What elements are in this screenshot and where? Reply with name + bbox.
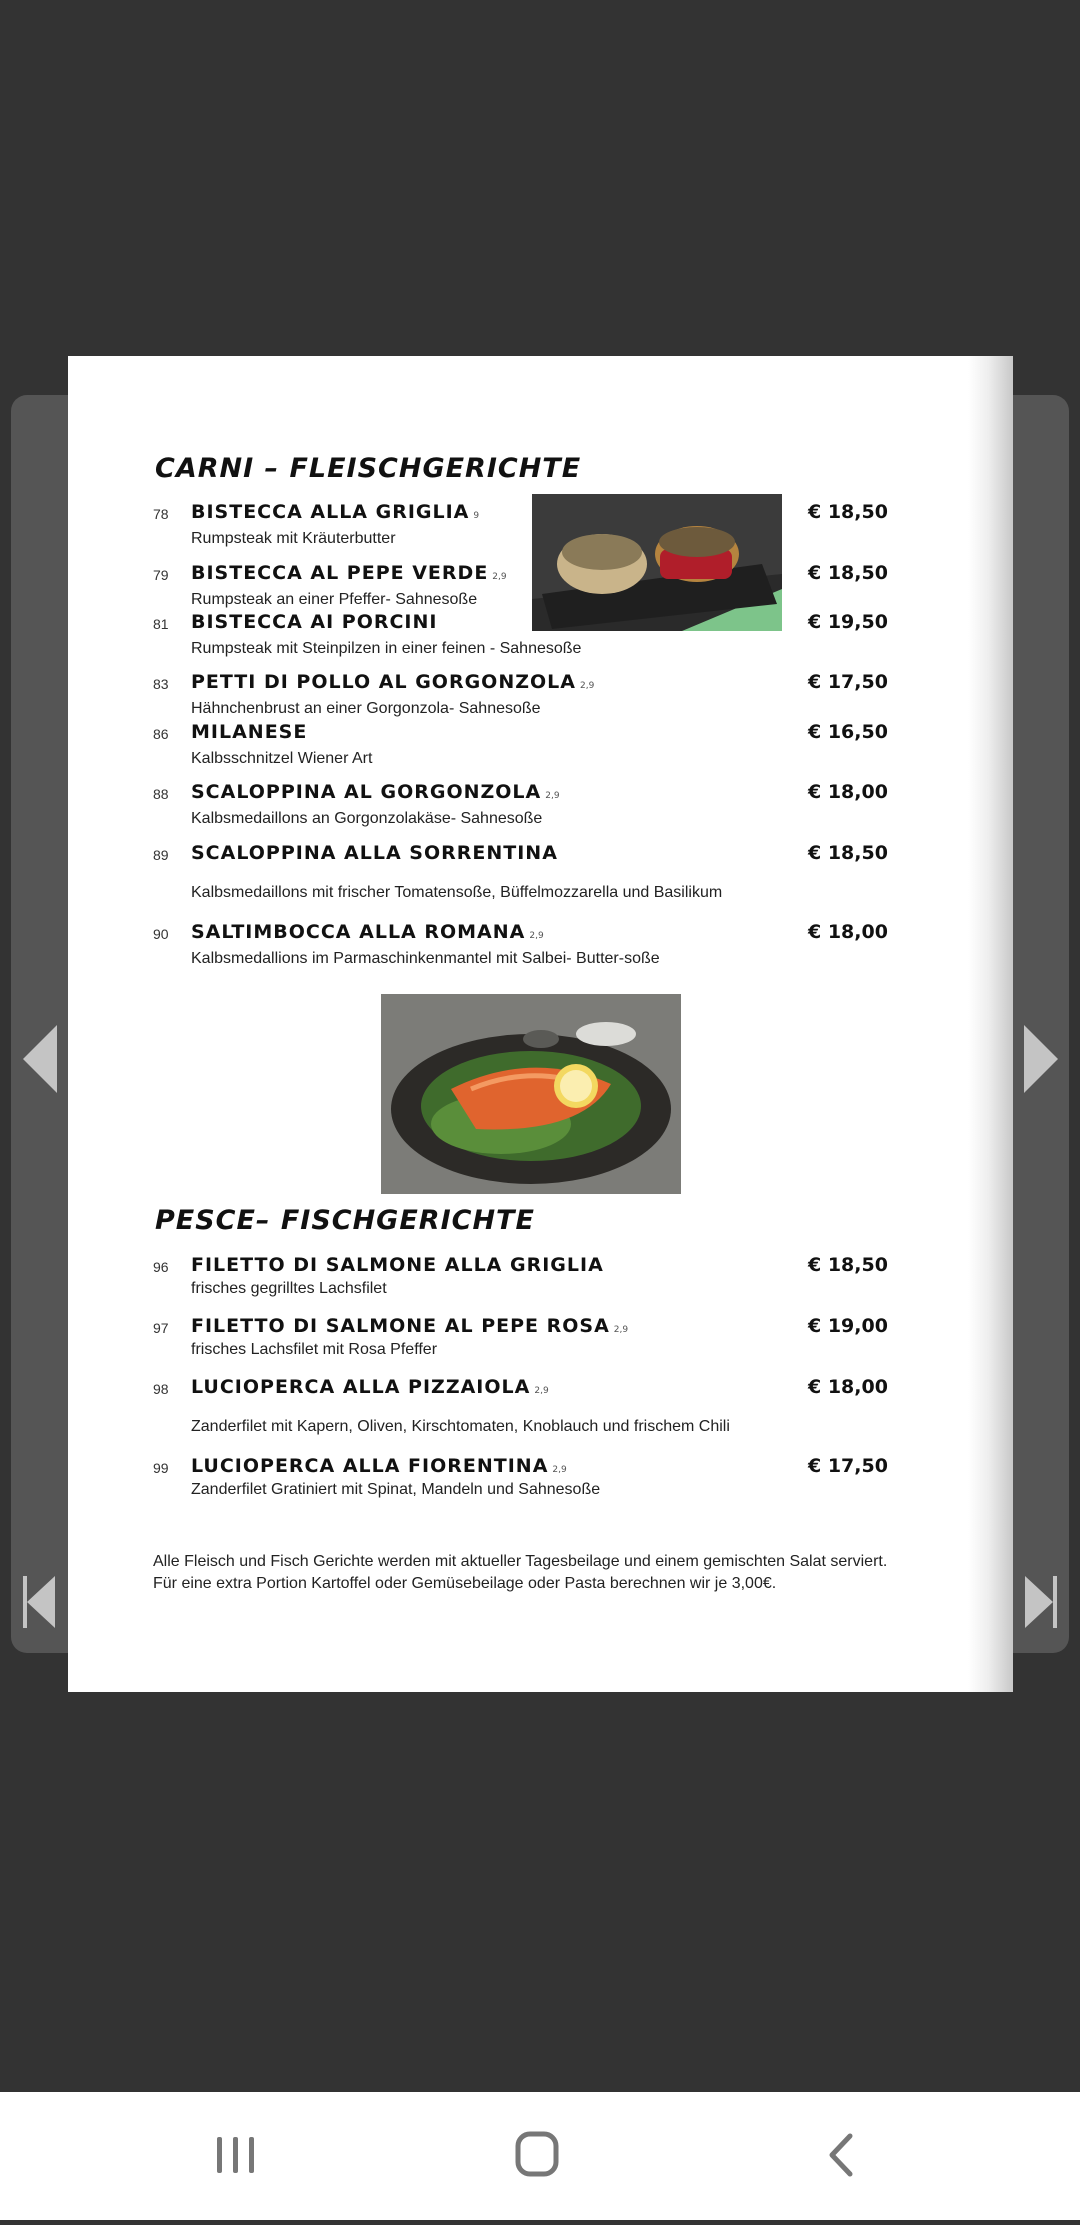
item-name: FILETTO DI SALMONE AL PEPE ROSA 2,9	[191, 1315, 629, 1337]
system-navigation-bar	[0, 2092, 1080, 2220]
item-number: 86	[153, 726, 169, 742]
item-number: 78	[153, 506, 169, 522]
item-number: 81	[153, 616, 169, 632]
item-price: € 16,50	[808, 721, 888, 743]
home-icon	[477, 2092, 597, 2220]
item-price: € 18,00	[808, 1376, 888, 1398]
item-name: LUCIOPERCA ALLA FIORENTINA 2,9	[191, 1455, 567, 1477]
item-number: 79	[153, 567, 169, 583]
salmon-photo	[381, 994, 681, 1194]
item-description: Hähnchenbrust an einer Gorgonzola- Sahnesoße	[191, 700, 541, 717]
menu-footnote: Alle Fleisch und Fisch Gerichte werden mit aktueller Tagesbeilage und einem gemischten Salat serviert. Für eine extra Portion Kartoffel oder Gemüsebeilage oder Pasta berechnen wir je 3,00€.	[153, 1553, 888, 1592]
item-name: BISTECCA ALLA GRIGLIA 9	[191, 501, 480, 523]
item-price: € 18,50	[808, 501, 888, 523]
item-description: Kalbsmedaillons an Gorgonzolakäse- Sahnesoße	[191, 810, 543, 827]
first-page-button[interactable]	[21, 1576, 55, 1628]
item-description: Rumpsteak an einer Pfeffer- Sahnesoße	[191, 591, 478, 608]
item-price: € 17,50	[808, 1455, 888, 1477]
item-price: € 18,00	[808, 781, 888, 803]
steak-photo	[532, 494, 782, 631]
recents-button[interactable]	[175, 2092, 295, 2220]
item-description: Zanderfilet Gratiniert mit Spinat, Mandeln und Sahnesoße	[191, 1481, 601, 1498]
item-number: 83	[153, 676, 169, 692]
item-name: FILETTO DI SALMONE ALLA GRIGLIA	[191, 1254, 604, 1276]
item-number: 96	[153, 1259, 169, 1275]
item-price: € 18,50	[808, 1254, 888, 1276]
item-description: Rumpsteak mit Steinpilzen in einer feinen - Sahnesoße	[191, 640, 582, 657]
prev-page-button[interactable]	[23, 1025, 57, 1093]
prev-page-icon	[23, 1025, 57, 1093]
item-number: 97	[153, 1320, 169, 1336]
section-title-meat: CARNI – FLEISCHGERICHTE	[155, 453, 582, 484]
item-description: Zanderfilet mit Kapern, Oliven, Kirschtomaten, Knoblauch und frischem Chili	[191, 1418, 730, 1435]
item-description: Kalbsmedallions im Parmaschinkenmantel mit Salbei- Butter-soße	[191, 950, 660, 967]
back-button[interactable]	[780, 2092, 900, 2220]
last-page-icon	[1053, 1576, 1057, 1628]
item-price: € 17,50	[808, 671, 888, 693]
item-price: € 19,50	[808, 611, 888, 633]
last-page-arrow	[1025, 1576, 1053, 1628]
back-icon	[780, 2092, 900, 2220]
item-number: 99	[153, 1460, 169, 1476]
recents-icon	[175, 2092, 295, 2220]
first-page-arrow	[27, 1576, 55, 1628]
item-number: 88	[153, 786, 169, 802]
item-price: € 19,00	[808, 1315, 888, 1337]
page-fold-shadow	[968, 356, 1013, 1692]
item-name: BISTECCA AL PEPE VERDE 2,9	[191, 562, 507, 584]
item-description: Kalbsmedaillons mit frischer Tomatensoße, Büffelmozzarella und Basilikum	[191, 884, 723, 901]
item-number: 90	[153, 926, 169, 942]
item-price: € 18,50	[808, 842, 888, 864]
item-name: PETTI DI POLLO AL GORGONZOLA 2,9	[191, 671, 595, 693]
item-description: Kalbsschnitzel Wiener Art	[191, 750, 373, 767]
item-description: frisches Lachsfilet mit Rosa Pfeffer	[191, 1341, 438, 1358]
item-name: SALTIMBOCCA ALLA ROMANA 2,9	[191, 921, 544, 943]
section-title-fish: PESCE– FISCHGERICHTE	[155, 1205, 535, 1236]
item-number: 89	[153, 847, 169, 863]
item-name: MILANESE	[191, 721, 308, 743]
home-button[interactable]	[477, 2092, 597, 2220]
menu-page[interactable]	[68, 356, 1013, 1692]
item-description: frisches gegrilltes Lachsfilet	[191, 1280, 387, 1297]
item-price: € 18,00	[808, 921, 888, 943]
item-price: € 18,50	[808, 562, 888, 584]
item-description: Rumpsteak mit Kräuterbutter	[191, 530, 396, 547]
next-page-icon	[1024, 1025, 1058, 1093]
next-page-button[interactable]	[1024, 1025, 1058, 1093]
item-name: SCALOPPINA ALLA SORRENTINA	[191, 842, 558, 864]
last-page-button[interactable]	[1025, 1576, 1059, 1628]
item-name: BISTECCA AI PORCINI	[191, 611, 438, 633]
item-name: LUCIOPERCA ALLA PIZZAIOLA 2,9	[191, 1376, 549, 1398]
item-number: 98	[153, 1381, 169, 1397]
item-name: SCALOPPINA AL GORGONZOLA 2,9	[191, 781, 560, 803]
